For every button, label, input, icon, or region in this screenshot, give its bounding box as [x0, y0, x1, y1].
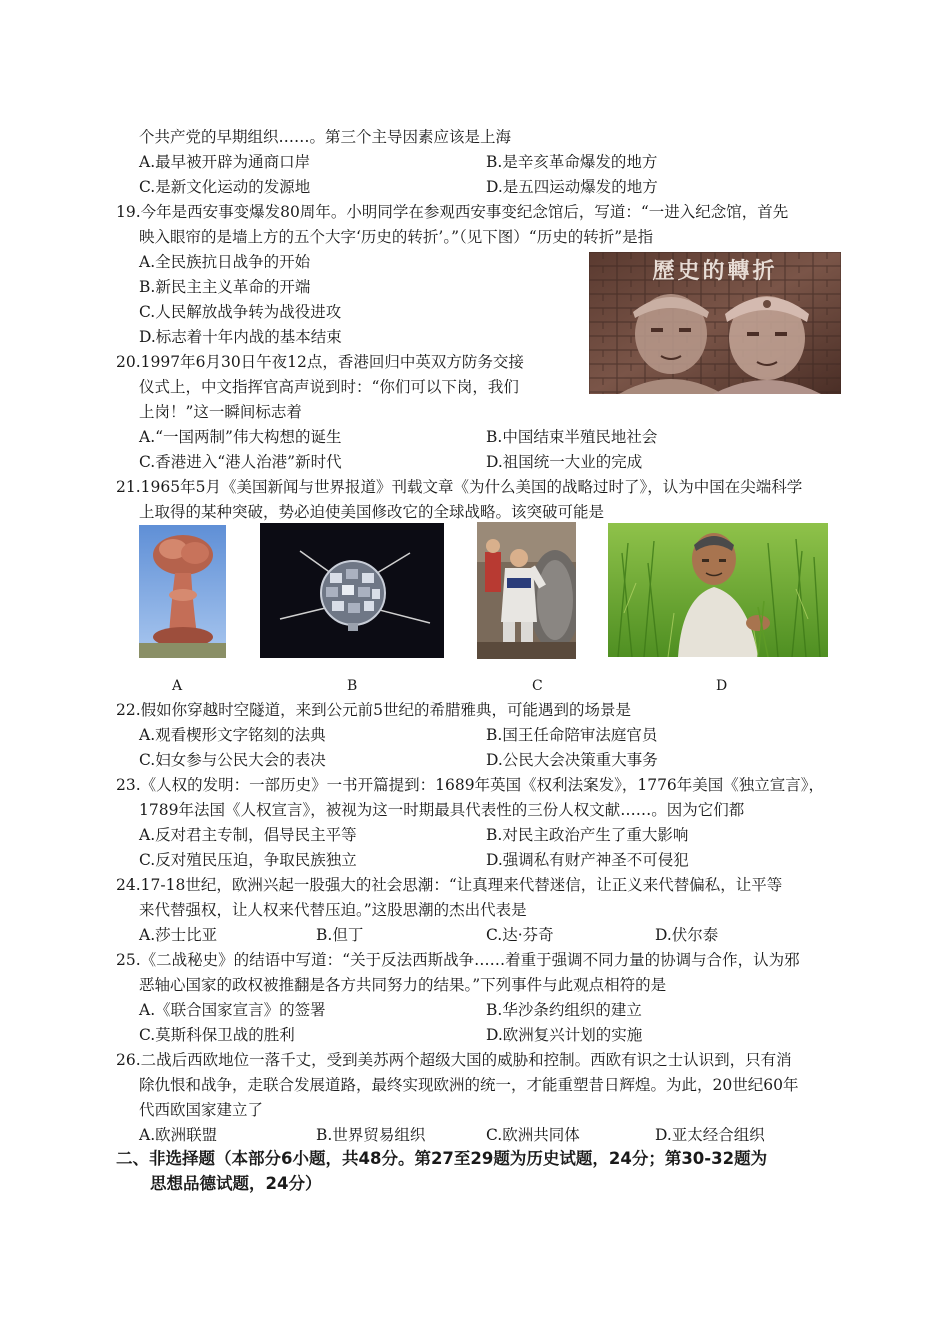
q20-option-d: D.祖国统一大业的完成 — [486, 453, 643, 471]
q20-option-c: C.香港进入“港人治港”新时代 — [139, 453, 342, 471]
q19-option-b: B.新民主主义革命的开端 — [139, 278, 311, 296]
q21-stem-line2: 上取得的某种突破，势必迫使美国修改它的全球战略。该突破可能是 — [139, 503, 605, 521]
q23-option-b: B.对民主政治产生了重大影响 — [486, 826, 689, 844]
q25-stem-line2: 恶轴心国家的政权被推翻是各方共同努力的结果。”下列事件与此观点相符的是 — [139, 976, 667, 994]
q22-option-c: C.妇女参与公民大会的表决 — [139, 751, 326, 769]
q20-option-a: A.“一国两制”伟大构想的诞生 — [139, 428, 342, 446]
photo-b-satellite — [260, 523, 444, 658]
q23-option-c: C.反对殖民压迫，争取民族独立 — [139, 851, 357, 869]
q23-stem-line1: 23.《人权的发明：一部历史》一书开篇提到：1689年英国《权利法案发》，1776年美国《独立宣言》， — [116, 776, 825, 794]
q21-stem-line1: 21.1965年5月《美国新闻与世界报道》刊载文章《为什么美国的战略过时了》，认为中国在尖端科学 — [116, 478, 803, 496]
q22-option-d: D.公民大会决策重大事务 — [486, 751, 658, 769]
q26-option-d: D.亚太经合组织 — [655, 1126, 765, 1144]
q22-option-b: B.国王任命陪审法庭官员 — [486, 726, 658, 744]
q19-stem-line1: 19.今年是西安事变爆发80周年。小明同学在参观西安事变纪念馆后，写道：“一进入纪念馆，首先 — [116, 203, 789, 221]
q20-stem-line2: 仪式上，中文指挥官高声说到时：“你们可以下岗，我们 — [139, 378, 519, 396]
section-2-heading-line2: 思想品德试题，24分） — [150, 1174, 322, 1193]
q18-stem: 个共产党的早期组织……。第三个主导因素应该是上海 — [139, 128, 512, 146]
q18-option-c: C.是新文化运动的发源地 — [139, 178, 311, 196]
q19-option-c: C.人民解放战争转为战役进攻 — [139, 303, 342, 321]
q22-stem: 22.假如你穿越时空隧道，来到公元前5世纪的希腊雅典，可能遇到的场景是 — [116, 701, 632, 719]
photo-c-astronaut — [477, 522, 576, 659]
caption-c: C — [532, 678, 543, 694]
xian-relief-image — [589, 252, 841, 394]
q24-option-d: D.伏尔泰 — [655, 926, 719, 944]
q26-option-a: A.欧洲联盟 — [139, 1126, 218, 1144]
q25-option-c: C.莫斯科保卫战的胜利 — [139, 1026, 295, 1044]
q23-option-d: D.强调私有财产神圣不可侵犯 — [486, 851, 689, 869]
photo-a-mushroom-cloud — [139, 525, 226, 658]
q20-option-b: B.中国结束半殖民地社会 — [486, 428, 658, 446]
q18-option-d: D.是五四运动爆发的地方 — [486, 178, 658, 196]
q25-option-b: B.华沙条约组织的建立 — [486, 1001, 642, 1019]
q18-option-a: A.最早被开辟为通商口岸 — [139, 153, 311, 171]
q25-option-a: A.《联合国家宣言》的签署 — [139, 1001, 326, 1019]
caption-d: D — [716, 678, 728, 694]
q18-option-b: B.是辛亥革命爆发的地方 — [486, 153, 658, 171]
q26-stem-line3: 代西欧国家建立了 — [139, 1101, 264, 1119]
q26-option-c: C.欧洲共同体 — [486, 1126, 580, 1144]
q19-option-d: D.标志着十年内战的基本结束 — [139, 328, 342, 346]
relief-title: 歷史的轉折 — [652, 258, 778, 284]
q19-stem-line2: 映入眼帘的是墙上方的五个大字‘历史的转折’。”（见下图）“历史的转折”是指 — [139, 228, 654, 246]
q20-stem-line1: 20.1997年6月30日午夜12点，香港回归中英双方防务交接 — [116, 353, 524, 371]
q26-stem-line1: 26.二战后西欧地位一落千丈，受到美苏两个超级大国的威胁和控制。西欧有识之士认识到，只有消 — [116, 1051, 792, 1069]
q24-option-a: A.莎士比亚 — [139, 926, 218, 944]
q24-stem-line2: 来代替强权，让人权来代替压迫。”这股思潮的杰出代表是 — [139, 901, 527, 919]
relief-illustration — [589, 252, 841, 394]
caption-b: B — [347, 678, 358, 694]
q22-option-a: A.观看楔形文字铭刻的法典 — [139, 726, 326, 744]
q25-stem-line1: 25.《二战秘史》的结语中写道：“关于反法西斯战争……着重于强调不同力量的协调与合作，认为邪 — [116, 951, 800, 969]
q19-option-a: A.全民族抗日战争的开始 — [139, 253, 311, 271]
section-2-heading-line1: 二、非选择题（本部分6小题，共48分。第27至29题为历史试题，24分；第30-32题为 — [116, 1149, 768, 1168]
photo-d-rice-field — [608, 523, 828, 657]
q20-stem-line3: 上岗！”这一瞬间标志着 — [139, 403, 302, 421]
q24-stem-line1: 24.17-18世纪，欧洲兴起一股强大的社会思潮：“让真理来代替迷信，让正义来代替偏私，让平等 — [116, 876, 783, 894]
q23-option-a: A.反对君主专制，倡导民主平等 — [139, 826, 357, 844]
q26-option-b: B.世界贸易组织 — [316, 1126, 426, 1144]
q25-option-d: D.欧洲复兴计划的实施 — [486, 1026, 643, 1044]
caption-a: A — [172, 678, 183, 694]
q24-option-b: B.但丁 — [316, 926, 364, 944]
q23-stem-line2: 1789年法国《人权宣言》，被视为这一时期最具代表性的三份人权文献……。因为它们都 — [139, 801, 745, 819]
q26-stem-line2: 除仇恨和战争，走联合发展道路，最终实现欧洲的统一，才能重塑昔日辉煌。为此，20世纪60年 — [139, 1076, 799, 1094]
q24-option-c: C.达·芬奇 — [486, 926, 554, 944]
